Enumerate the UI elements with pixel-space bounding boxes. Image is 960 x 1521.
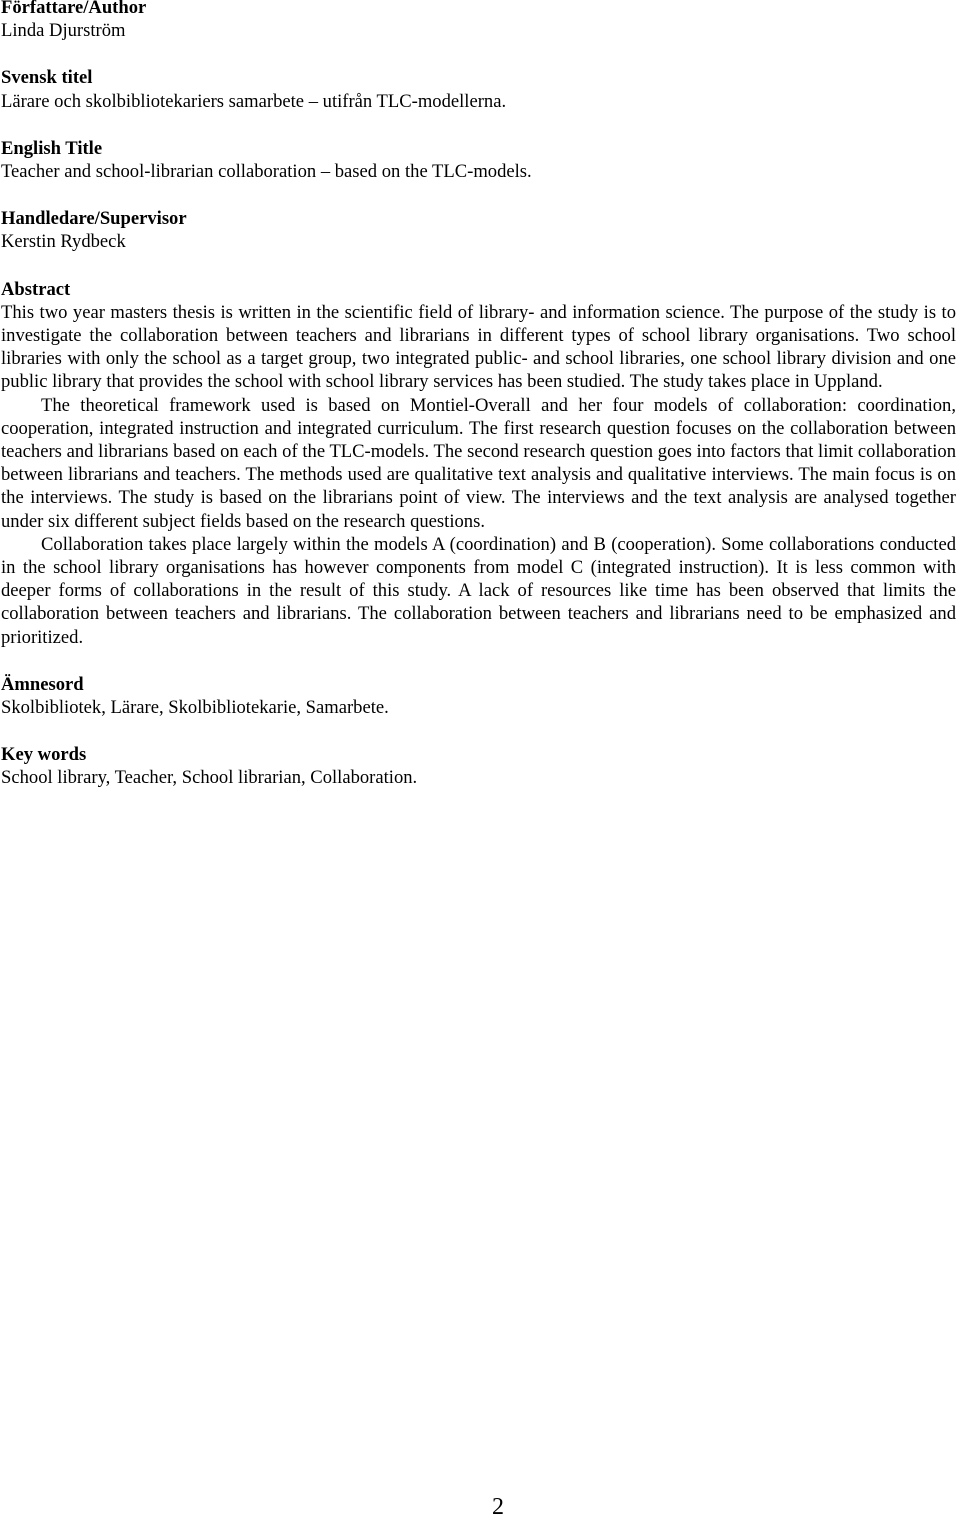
spacer	[1, 649, 956, 673]
author-heading: Författare/Author	[1, 0, 147, 18]
spacer	[1, 42, 956, 66]
english-keywords-heading: Key words	[1, 744, 87, 766]
english-keywords-text: School library, Teacher, School librarian, Collaboration.	[1, 767, 418, 789]
swedish-keywords-section	[1, 673, 956, 719]
abstract-paragraph: The theoretical framework used is based on Montiel-Overall and her four models of collaboration: coordination, cooperation, integrated instruction and integrated curriculum. The first research question focuses on the collaboration between teachers and librarians based on each of the TLC-models. The second research question goes into factors that limit collaboration between librarians and teachers. The methods used are qualitative text analysis and qualitative interviews. The main focus is on the interviews. The study is based on the librarians point of view. The interviews and the text analysis are analysed together under six different subject fields based on the research questions.	[1, 394, 956, 532]
spacer	[1, 254, 956, 278]
spacer	[1, 719, 956, 743]
english-title-text: Teacher and school-librarian collaboration – based on the TLC-models.	[1, 161, 532, 183]
author-section	[1, 0, 956, 42]
english-title-section	[1, 137, 956, 183]
abstract-paragraph: Collaboration takes place largely within the models A (coordination) and B (cooperation). Some collaborations conducted in the school library organisations has however components from model C (integrated instruction). It is less common with deeper forms of collaborations in the result of this study. A lack of resources like time has been observed that limits the collaboration between teachers and librarians. The collaboration between teachers and librarians need to be emphasized and prioritized.	[1, 533, 956, 648]
supervisor-section	[1, 207, 956, 253]
page-number: 2	[492, 1494, 504, 1520]
abstract-heading: Abstract	[1, 278, 71, 300]
swedish-keywords-text: Skolbibliotek, Lärare, Skolbibliotekarie, Samarbete.	[1, 697, 389, 719]
swedish-keywords-heading: Ämnesord	[1, 673, 84, 695]
abstract-paragraph: This two year masters thesis is written in the scientific field of library- and information science. The purpose of the study is to investigate the collaboration between teachers and librarians in different types of school library organisations. Two school libraries with only the school as a target group, two integrated public- and school libraries, one school library division and one public library that provides the school with school library services has been studied. The study takes place in Uppland.	[1, 301, 956, 393]
author-name: Linda Djurström	[1, 20, 126, 42]
supervisor-heading: Handledare/Supervisor	[1, 208, 187, 230]
swedish-title-section	[1, 66, 956, 112]
english-keywords-section	[1, 743, 956, 789]
swedish-title-text: Lärare och skolbibliotekariers samarbete – utifrån TLC-modellerna.	[1, 90, 507, 112]
spacer	[1, 113, 956, 137]
english-title-heading: English Title	[1, 137, 103, 159]
abstract-section	[1, 278, 956, 649]
spacer	[1, 183, 956, 207]
thesis-metadata	[1, 0, 956, 790]
swedish-title-heading: Svensk titel	[1, 67, 93, 89]
supervisor-name: Kerstin Rydbeck	[1, 231, 126, 253]
